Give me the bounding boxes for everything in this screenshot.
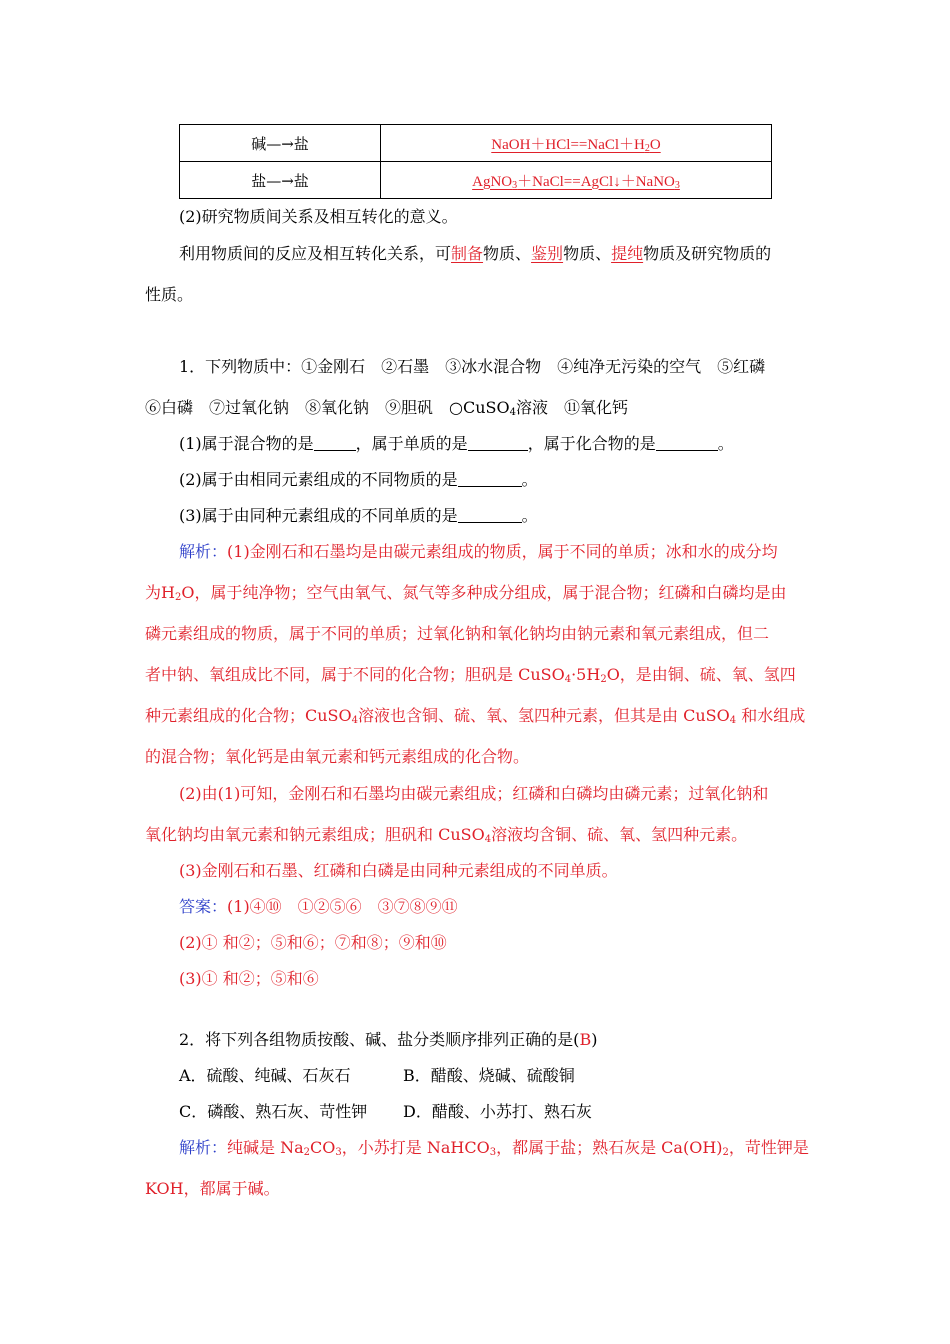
option-d: D．醋酸、小苏打、熟石灰	[403, 1102, 592, 1121]
sub-question: (2)属于由相同元素组成的不同物质的是 。	[179, 470, 538, 489]
analysis-line: 氧化钠均由氧元素和钠元素组成；胆矾和 CuSO$_4$溶液均含铜、硫、氧、氢四种元素。	[145, 825, 748, 845]
question-stem: 1．下列物质中：①金刚石 ②石墨 ③冰水混合物 ④纯净无污染的空气 ⑤红磷	[179, 357, 766, 376]
answer-line: 答案：(1)④⑩ ①②⑤⑥ ③⑦⑧⑨⑪	[179, 897, 458, 916]
analysis-line: 种元素组成的化合物；CuSO$_4$溶液也含铜、硫、氧、氢四种元素，但其是由 CuSO$_4$ 和水组成	[145, 706, 806, 726]
conversion-table	[179, 124, 772, 199]
table-cell-left: 碱—→盐	[180, 125, 381, 162]
analysis-line: 为$H_2O$，属于纯净物；空气由氧气、氮气等多种成分组成，属于混合物；红磷和白磷均是由	[145, 583, 787, 603]
section-heading: (2)研究物质间关系及相互转化的意义。	[179, 207, 458, 226]
analysis-line: 磷元素组成的物质，属于不同的单质；过氧化钠和氧化钠均由钠元素和氧元素组成，但二	[145, 624, 770, 643]
analysis-line: (3)金刚石和石墨、红磷和白磷是由同种元素组成的不同单质。	[179, 861, 618, 880]
answer-line: (2)① 和②；⑤和⑥；⑦和⑧；⑨和⑩	[179, 933, 447, 952]
paragraph: 利用物质间的反应及相互转化关系，可制备物质、鉴别物质、提纯物质及研究物质的	[179, 244, 772, 263]
table-cell-formula: AgNO$_3$＋NaCl==AgCl↓＋NaNO$_3$	[381, 162, 772, 199]
question-stem: 2．将下列各组物质按酸、碱、盐分类顺序排列正确的是(B)	[179, 1030, 598, 1049]
sub-question: (3)属于由同种元素组成的不同单质的是 。	[179, 506, 538, 525]
option-b: B．醋酸、烧碱、硫酸铜	[403, 1066, 575, 1085]
table-row	[180, 162, 772, 199]
analysis-line: 解析：纯碱是 $Na_2CO_3$，小苏打是 NaHCO$_3$，都属于盐；熟石灰是 $Ca(OH)_2$，苛性钾是	[179, 1138, 809, 1158]
table-cell-formula: $NaOH+HCl==NaCl+H_2O$	[381, 125, 772, 162]
sub-question: (1)属于混合物的是 ，属于单质的是 ，属于化合物的是 。	[179, 434, 734, 453]
question-stem: ⑥白磷 ⑦过氧化钠 ⑧氧化钠 ⑨胆矾 ○CuSO$_4$溶液 ⑪氧化钙	[145, 398, 628, 418]
table-row	[180, 125, 772, 162]
analysis-line: (2)由(1)可知，金刚石和石墨均由碳元素组成；红磷和白磷均由磷元素；过氧化钠和	[179, 784, 769, 803]
analysis-line: KOH，都属于碱。	[145, 1179, 280, 1198]
option-c: C．磷酸、熟石灰、苛性钾	[179, 1102, 368, 1121]
analysis-line: 者中钠、氧组成比不同，属于不同的化合物；胆矾是 $CuSO_4\cdot 5H_2O$，是由铜、硫、氧、氢四	[145, 665, 796, 685]
answer-line: (3)① 和②；⑤和⑥	[179, 969, 319, 988]
analysis-line: 的混合物；氧化钙是由氧元素和钙元素组成的化合物。	[145, 747, 530, 766]
option-a: A．硫酸、纯碱、石灰石	[179, 1066, 351, 1085]
paragraph: 性质。	[145, 285, 194, 304]
table-cell-left: 盐—→盐	[180, 162, 381, 199]
analysis-line: 解析：(1)金刚石和石墨均是由碳元素组成的物质，属于不同的单质；冰和水的成分均	[179, 542, 778, 561]
